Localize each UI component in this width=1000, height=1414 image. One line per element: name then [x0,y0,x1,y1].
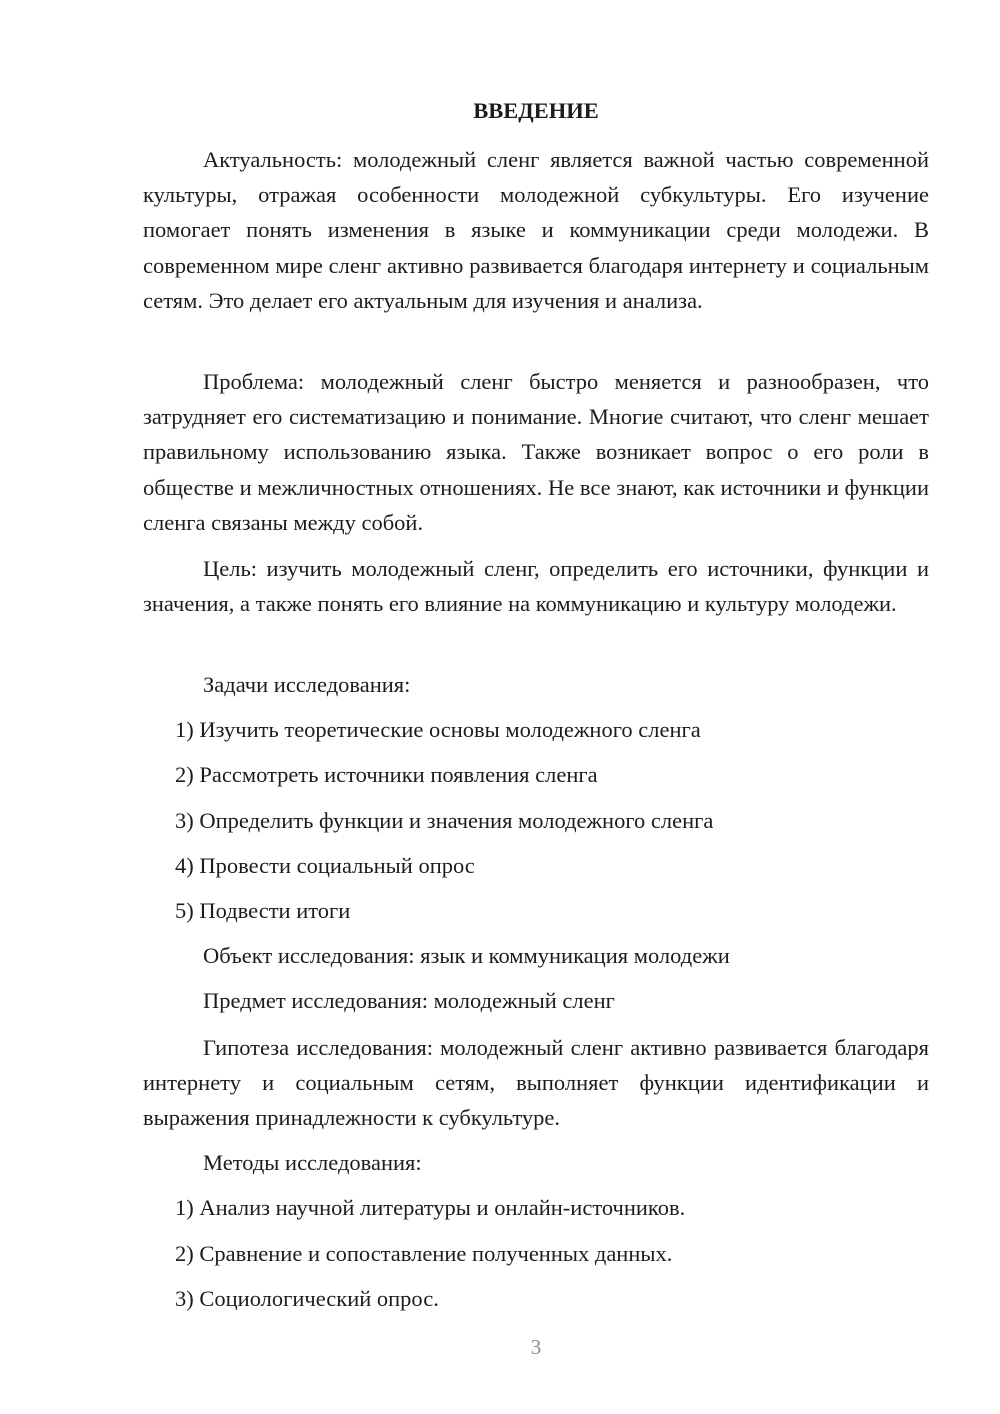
problem-paragraph: Проблема: молодежный сленг быстро меняется и разнообразен, что затрудняет его систематизацию и понимание. Многие считают, что сленг мешает правильному использованию языка. Также возникает вопрос о его роли в обществе и межличностных отношениях. Не все знают, как источники и функции сленга связаны между собой. [143,369,929,535]
method-item: 2) Сравнение и сопоставление полученных данных. [175,1241,673,1266]
research-subject: Предмет исследования: молодежный сленг [203,988,615,1013]
methods-heading: Методы исследования: [203,1150,422,1175]
page-number: 3 [530,1335,542,1359]
task-item: 3) Определить функции и значения молодежного сленга [175,808,714,833]
page-title: ВВЕДЕНИЕ [473,98,599,123]
hypothesis-paragraph: Гипотеза исследования: молодежный сленг активно развивается благодаря интернету и социальным сетям, выполняет функции идентификации и выражения принадлежности к субкультуре. [143,1035,929,1131]
research-object: Объект исследования: язык и коммуникация молодежи [203,943,730,968]
goal-paragraph: Цель: изучить молодежный сленг, определить его источники, функции и значения, а также понять его влияние на коммуникацию и культуру молодежи. [143,556,929,617]
task-item: 2) Рассмотреть источники появления сленга [175,762,598,787]
tasks-heading: Задачи исследования: [203,672,411,697]
task-item: 1) Изучить теоретические основы молодежного сленга [175,717,701,742]
method-item: 3) Социологический опрос. [175,1286,439,1311]
method-item: 1) Анализ научной литературы и онлайн-источников. [175,1195,686,1220]
relevance-paragraph: Актуальность: молодежный сленг является важной частью современной культуры, отражая особенности молодежной субкультуры. Его изучение помогает понять изменения в языке и коммуникации среди молодежи. В современном мире сленг активно развивается благодаря интернету и социальным сетям. Это делает его актуальным для изучения и анализа. [143,147,929,313]
task-item: 5) Подвести итоги [175,898,351,923]
task-item: 4) Провести социальный опрос [175,853,475,878]
